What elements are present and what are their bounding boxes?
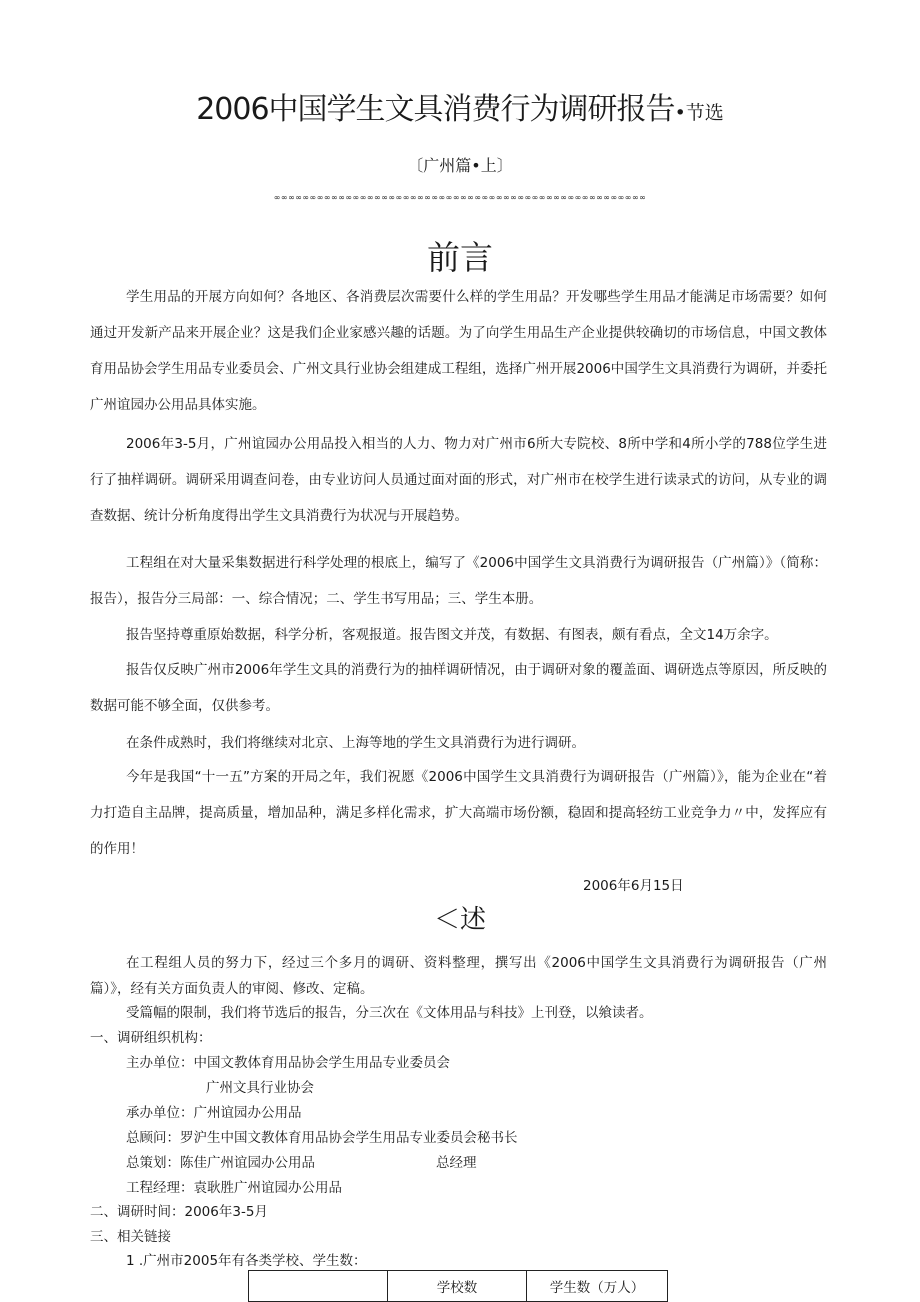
preface-paragraph: 报告仅反映广州市2006年学生文具的消费行为的抽样调研情况，由于调研对象的覆盖面、调研选点等原因，所反映的数据可能不够全面，仅供参考。 [90,662,827,714]
section-heading-time: 二、调研时间：2006年3-5月 [90,1204,268,1220]
summary-paragraph: 受篇幅的限制，我们将节选后的报告，分三次在《文体用品与科技》上刊登，以飨读者。 [126,1005,653,1021]
planner-line: 总策划：陈佳广州谊园办公用品 [126,1155,315,1171]
report-title [0,90,920,133]
table-header-row [249,1271,668,1302]
report-title-suffix: •节选 [674,102,724,124]
preface-paragraph: 学生用品的开展方向如何？各地区、各消费层次需要什么样的学生用品？开发哪些学生用品才能满足市场需要？如何通过开发新产品来开展企业？这是我们企业家感兴趣的话题。为了向学生用品生产企业提供较确切的市场信息，中国文教体育用品协会学生用品专业委员会、广州文具行业协会组建成工程组，选择广州开展2006中国学生文具消费行为调研，并委托广州谊园办公用品具体实施。 [90,289,827,413]
preface-date: 2006年6月15日 [583,878,684,894]
decorative-divider: ∞∞∞∞∞∞∞∞∞∞∞∞∞∞∞∞∞∞∞∞∞∞∞∞∞∞∞∞∞∞∞∞∞∞∞∞∞∞∞∞∞∞∞∞∞∞∞∞∞∞∞∞ [273,193,647,202]
report-title-main: 2006中国学生文具消费行为调研报告 [196,92,675,127]
preface-paragraph: 在条件成熟时，我们将继续对北京、上海等地的学生文具消费行为进行调研。 [126,735,585,751]
section-heading-organization: 一、调研组织机构： [90,1030,212,1046]
project-manager-line: 工程经理：袁耿胜广州谊园办公用品 [126,1180,342,1196]
summary-paragraph: 在工程组人员的努力下，经过三个多月的调研、资料整理，撰写出《2006中国学生文具消费行为调研报告（广州篇）》，经有关方面负责人的审阅、修改、定稿。 [90,955,827,997]
link-item-1: 1 .广州市2005年有各类学校、学生数： [126,1253,367,1269]
preface-paragraph: 报告坚持尊重原始数据，科学分析，客观报道。报告图文并茂，有数据、有图表，颇有看点，全文14万余字。 [126,627,778,643]
host-unit-line: 主办单位：中国文教体育用品协会学生用品专业委员会 [126,1055,450,1071]
preface-paragraph: 工程组在对大量采集数据进行科学处理的根底上，编写了《2006中国学生文具消费行为调研报告（广州篇）》（简称：报告），报告分三局部：一、综合情况；二、学生书写用品；三、学生本册。 [90,555,827,607]
preface-paragraph: 2006年3-5月，广州谊园办公用品投入相当的人力、物力对广州市6所大专院校、8所中学和4所小学的788位学生进行了抽样调研。调研采用调查问卷，由专业访问人员通过面对面的形式，对广州市在校学生进行读录式的访问，从专业的调查数据、统计分析角度得出学生文具消费行为状况与开展趋势。 [90,436,827,524]
preface-paragraph: 今年是我国“十一五”方案的开局之年，我们祝愿《2006中国学生文具消费行为调研报告（广州篇）》，能为企业在“着力打造自主品牌，提高质量，增加品种，满足多样化需求，扩大高端市场份额，稳固和提高轻纺工业竞争力〃中，发挥应有的作用！ [90,769,827,857]
summary-heading: ＜述 [433,905,486,935]
preface-heading: 前言 [427,238,493,277]
consultant-line: 总顾问：罗沪生中国文教体育用品协会学生用品专业委员会秘书长 [126,1130,518,1146]
section-heading-links: 三、相关链接 [90,1229,171,1245]
school-student-table [248,1270,668,1302]
planner-role: 总经理 [436,1155,477,1171]
host-unit-line-2: 广州文具行业协会 [206,1080,314,1096]
table-header-cell [249,1271,388,1302]
table-header-cell: 学校数 [388,1271,527,1302]
report-subtitle: 〔广州篇•上〕 [407,156,513,175]
table-header-cell: 学生数（万人） [527,1271,668,1302]
organizer-line: 承办单位：广州谊园办公用品 [126,1105,302,1121]
